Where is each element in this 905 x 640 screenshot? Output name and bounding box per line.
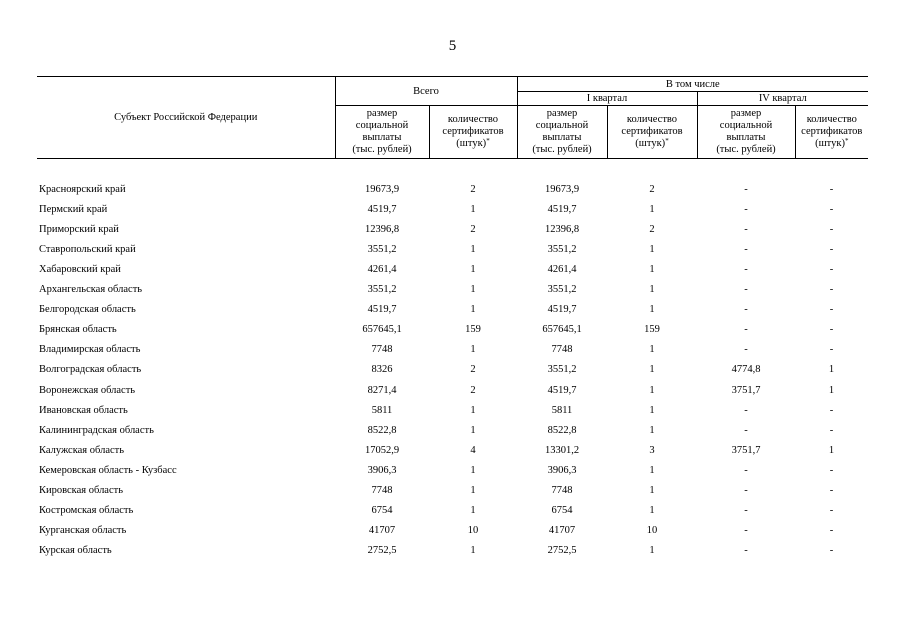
total-certificates-cell: 1 (470, 344, 476, 356)
q4-certificates-cell: - (829, 284, 834, 296)
total-certificates-cell: 1 (470, 203, 476, 215)
total-group-header: Всего (335, 77, 517, 106)
q1-certificates-cell: 1 (649, 384, 655, 396)
q1-certificates-cell: 2 (649, 223, 655, 235)
q1-certificates-cell: 1 (649, 364, 655, 376)
subject-cell: Ивановская область (39, 404, 128, 416)
subject-cell: Калининградская область (39, 424, 154, 436)
q4-payment-cell: - (744, 545, 748, 557)
q1-certificates-header: количество сертификатов (штук)* (607, 106, 697, 159)
q1-payment-cell: 6754 (551, 505, 573, 517)
q4-certificates-cell: 1 (828, 364, 835, 376)
q1-certificates-cell: 1 (649, 304, 655, 316)
q4-payment-cell: 3751,7 (731, 384, 761, 396)
table-row (37, 541, 868, 561)
q1-certificates-cell: 10 (646, 525, 658, 537)
total-certificates-cell: 1 (470, 404, 476, 416)
q4-payment-cell: 4774,8 (731, 364, 761, 376)
subject-cell: Курганская область (39, 525, 127, 537)
total-payment-cell: 8326 (371, 364, 393, 376)
total-payment-cell: 7748 (371, 344, 393, 356)
total-certificates-cell: 159 (465, 324, 481, 336)
total-certificates-cell: 1 (470, 545, 476, 557)
q1-certificates-cell: 1 (649, 545, 655, 557)
table-row (37, 300, 868, 320)
q1-payment-cell: 5811 (551, 404, 573, 416)
q1-certificates-cell: 3 (649, 444, 655, 456)
table-row (37, 320, 868, 340)
subject-cell: Костромская область (39, 505, 134, 517)
subject-cell: Красноярский край (39, 183, 126, 195)
total-payment-cell: 8271,4 (367, 384, 397, 396)
total-payment-cell: 2752,5 (367, 545, 397, 557)
subject-cell: Кемеровская область - Кузбасс (39, 464, 177, 476)
q4-certificates-cell: - (829, 223, 834, 235)
q4-payment-cell: - (744, 404, 748, 416)
q4-certificates-header: количество сертификатов (штук)* (795, 106, 868, 159)
table-row (37, 340, 868, 360)
table-body (37, 159, 868, 561)
subject-cell: Курская область (39, 545, 112, 557)
q1-payment-cell: 12396,8 (544, 223, 580, 235)
total-payment-cell: 3551,2 (367, 243, 397, 255)
subject-cell: Приморский край (39, 223, 119, 235)
subject-cell: Кировская область (39, 485, 124, 497)
q4-payment-header: размер социальной выплаты (тыс. рублей) (697, 106, 795, 159)
total-payment-cell: 12396,8 (364, 223, 400, 235)
total-certificates-cell: 1 (470, 505, 476, 517)
subject-cell: Владимирская область (39, 344, 141, 356)
q4-certificates-cell: - (829, 203, 834, 215)
q4-certificates-cell: - (829, 404, 834, 416)
total-payment-cell: 8522,8 (367, 424, 397, 436)
total-certificates-cell: 1 (470, 304, 476, 316)
total-payment-cell: 5811 (371, 404, 393, 416)
total-payment-header: размер социальной выплаты (тыс. рублей) (335, 106, 429, 159)
q4-payment-cell: - (744, 304, 748, 316)
q4-payment-cell: - (744, 203, 748, 215)
q1-payment-cell: 2752,5 (547, 545, 577, 557)
total-payment-cell: 4519,7 (367, 203, 397, 215)
table-row (37, 380, 868, 400)
subject-cell: Волгоградская область (39, 364, 142, 376)
q1-certificates-cell: 1 (649, 485, 655, 497)
table-row (37, 199, 868, 219)
table-row (37, 219, 868, 239)
q1-payment-cell: 4519,7 (547, 304, 577, 316)
table-row (37, 420, 868, 440)
subject-cell: Пермский край (39, 203, 108, 215)
q1-payment-cell: 3551,2 (547, 243, 577, 255)
table-header (37, 77, 868, 159)
q4-certificates-cell: - (829, 264, 834, 276)
total-certificates-cell: 1 (470, 485, 476, 497)
total-payment-cell: 6754 (371, 505, 393, 517)
q4-certificates-cell: - (829, 324, 834, 336)
total-certificates-cell: 2 (470, 183, 476, 195)
q4-certificates-cell: - (829, 304, 834, 316)
total-certificates-cell: 1 (470, 284, 476, 296)
total-certificates-cell: 2 (470, 384, 476, 396)
q1-payment-cell: 13301,2 (544, 444, 580, 456)
total-payment-cell: 41707 (368, 525, 396, 537)
q4-certificates-cell: - (829, 505, 834, 517)
table-row (37, 460, 868, 480)
q4-payment-cell: - (744, 344, 748, 356)
page-number: 5 (448, 38, 457, 54)
subject-cell: Белгородская область (39, 304, 136, 316)
q4-certificates-cell: - (829, 243, 834, 255)
total-payment-cell: 4261,4 (367, 264, 397, 276)
q1-payment-cell: 4261,4 (547, 264, 577, 276)
total-payment-cell: 3906,3 (367, 464, 397, 476)
q1-payment-header: размер социальной выплаты (тыс. рублей) (517, 106, 607, 159)
table-row (37, 501, 868, 521)
q1-payment-cell: 19673,9 (544, 183, 580, 195)
q1-payment-cell: 41707 (548, 525, 576, 537)
subject-cell: Калужская область (39, 444, 125, 456)
q1-payment-cell: 7748 (551, 344, 573, 356)
table-row (37, 400, 868, 420)
total-certificates-cell: 2 (470, 223, 476, 235)
q1-payment-cell: 3551,2 (547, 364, 577, 376)
q4-certificates-cell: - (829, 424, 834, 436)
including-group-header: В том числе (517, 77, 868, 92)
q4-payment-cell: - (744, 485, 748, 497)
q4-payment-cell: - (744, 264, 748, 276)
table-row (37, 481, 868, 501)
q4-certificates-cell: - (829, 525, 834, 537)
q4-group-header: IV квартал (697, 92, 868, 106)
table-row (37, 179, 868, 199)
q1-payment-cell: 3906,3 (547, 464, 577, 476)
q4-payment-cell: - (744, 284, 748, 296)
q1-payment-cell: 8522,8 (547, 424, 577, 436)
q4-payment-cell: 3751,7 (731, 444, 761, 456)
total-payment-cell: 657645,1 (362, 324, 402, 336)
q4-payment-cell: - (744, 505, 748, 517)
q4-certificates-cell: - (829, 183, 834, 195)
q4-payment-cell: - (744, 324, 748, 336)
q4-payment-cell: - (744, 243, 748, 255)
total-certificates-cell: 1 (470, 424, 476, 436)
table-row (37, 239, 868, 259)
q4-certificates-cell: 1 (828, 444, 835, 456)
table-row (37, 280, 868, 300)
total-payment-cell: 4519,7 (367, 304, 397, 316)
q4-payment-cell: - (744, 183, 748, 195)
total-certificates-cell: 1 (470, 464, 476, 476)
table-row (37, 521, 868, 541)
q1-payment-cell: 657645,1 (542, 324, 582, 336)
q4-certificates-cell: - (829, 485, 834, 497)
subject-cell: Воронежская область (39, 384, 136, 396)
q4-payment-cell: - (744, 464, 748, 476)
q1-certificates-cell: 1 (649, 264, 655, 276)
q1-payment-cell: 3551,2 (547, 284, 577, 296)
q1-payment-cell: 4519,7 (547, 203, 577, 215)
q4-certificates-cell: - (829, 545, 834, 557)
total-payment-cell: 7748 (371, 485, 393, 497)
regional-payments-table (37, 76, 868, 561)
total-payment-cell: 19673,9 (364, 183, 400, 195)
q1-certificates-cell: 1 (649, 284, 655, 296)
table-row (37, 440, 868, 460)
subject-column-header: Субъект Российской Федерации (37, 77, 335, 159)
q4-payment-cell: - (744, 525, 748, 537)
q1-payment-cell: 7748 (551, 485, 573, 497)
table-row (37, 360, 868, 380)
total-payment-cell: 17052,9 (364, 444, 400, 456)
subject-cell: Хабаровский край (39, 264, 121, 276)
subject-cell: Ставропольский край (39, 243, 136, 255)
total-certificates-cell: 4 (470, 444, 476, 456)
q1-certificates-cell: 2 (649, 183, 655, 195)
total-certificates-cell: 1 (470, 243, 476, 255)
q1-certificates-cell: 1 (649, 243, 655, 255)
q1-certificates-cell: 1 (649, 505, 655, 517)
q4-certificates-cell: 1 (828, 384, 835, 396)
q1-certificates-cell: 1 (649, 464, 655, 476)
q1-certificates-cell: 159 (644, 324, 660, 336)
q1-certificates-cell: 1 (649, 344, 655, 356)
total-certificates-cell: 1 (470, 264, 476, 276)
q4-payment-cell: - (744, 223, 748, 235)
q1-certificates-cell: 1 (649, 404, 655, 416)
total-certificates-cell: 10 (467, 525, 479, 537)
q1-certificates-cell: 1 (649, 424, 655, 436)
q1-payment-cell: 4519,7 (547, 384, 577, 396)
q1-group-header: I квартал (517, 92, 697, 106)
q1-certificates-cell: 1 (649, 203, 655, 215)
subject-cell: Архангельская область (39, 284, 143, 296)
table-row (37, 259, 868, 279)
q4-payment-cell: - (744, 424, 748, 436)
total-certificates-cell: 2 (470, 364, 476, 376)
subject-cell: Брянская область (39, 324, 117, 336)
q4-certificates-cell: - (829, 464, 834, 476)
q4-certificates-cell: - (829, 344, 834, 356)
total-payment-cell: 3551,2 (367, 284, 397, 296)
total-certificates-header: количество сертификатов (штук)* (429, 106, 517, 159)
